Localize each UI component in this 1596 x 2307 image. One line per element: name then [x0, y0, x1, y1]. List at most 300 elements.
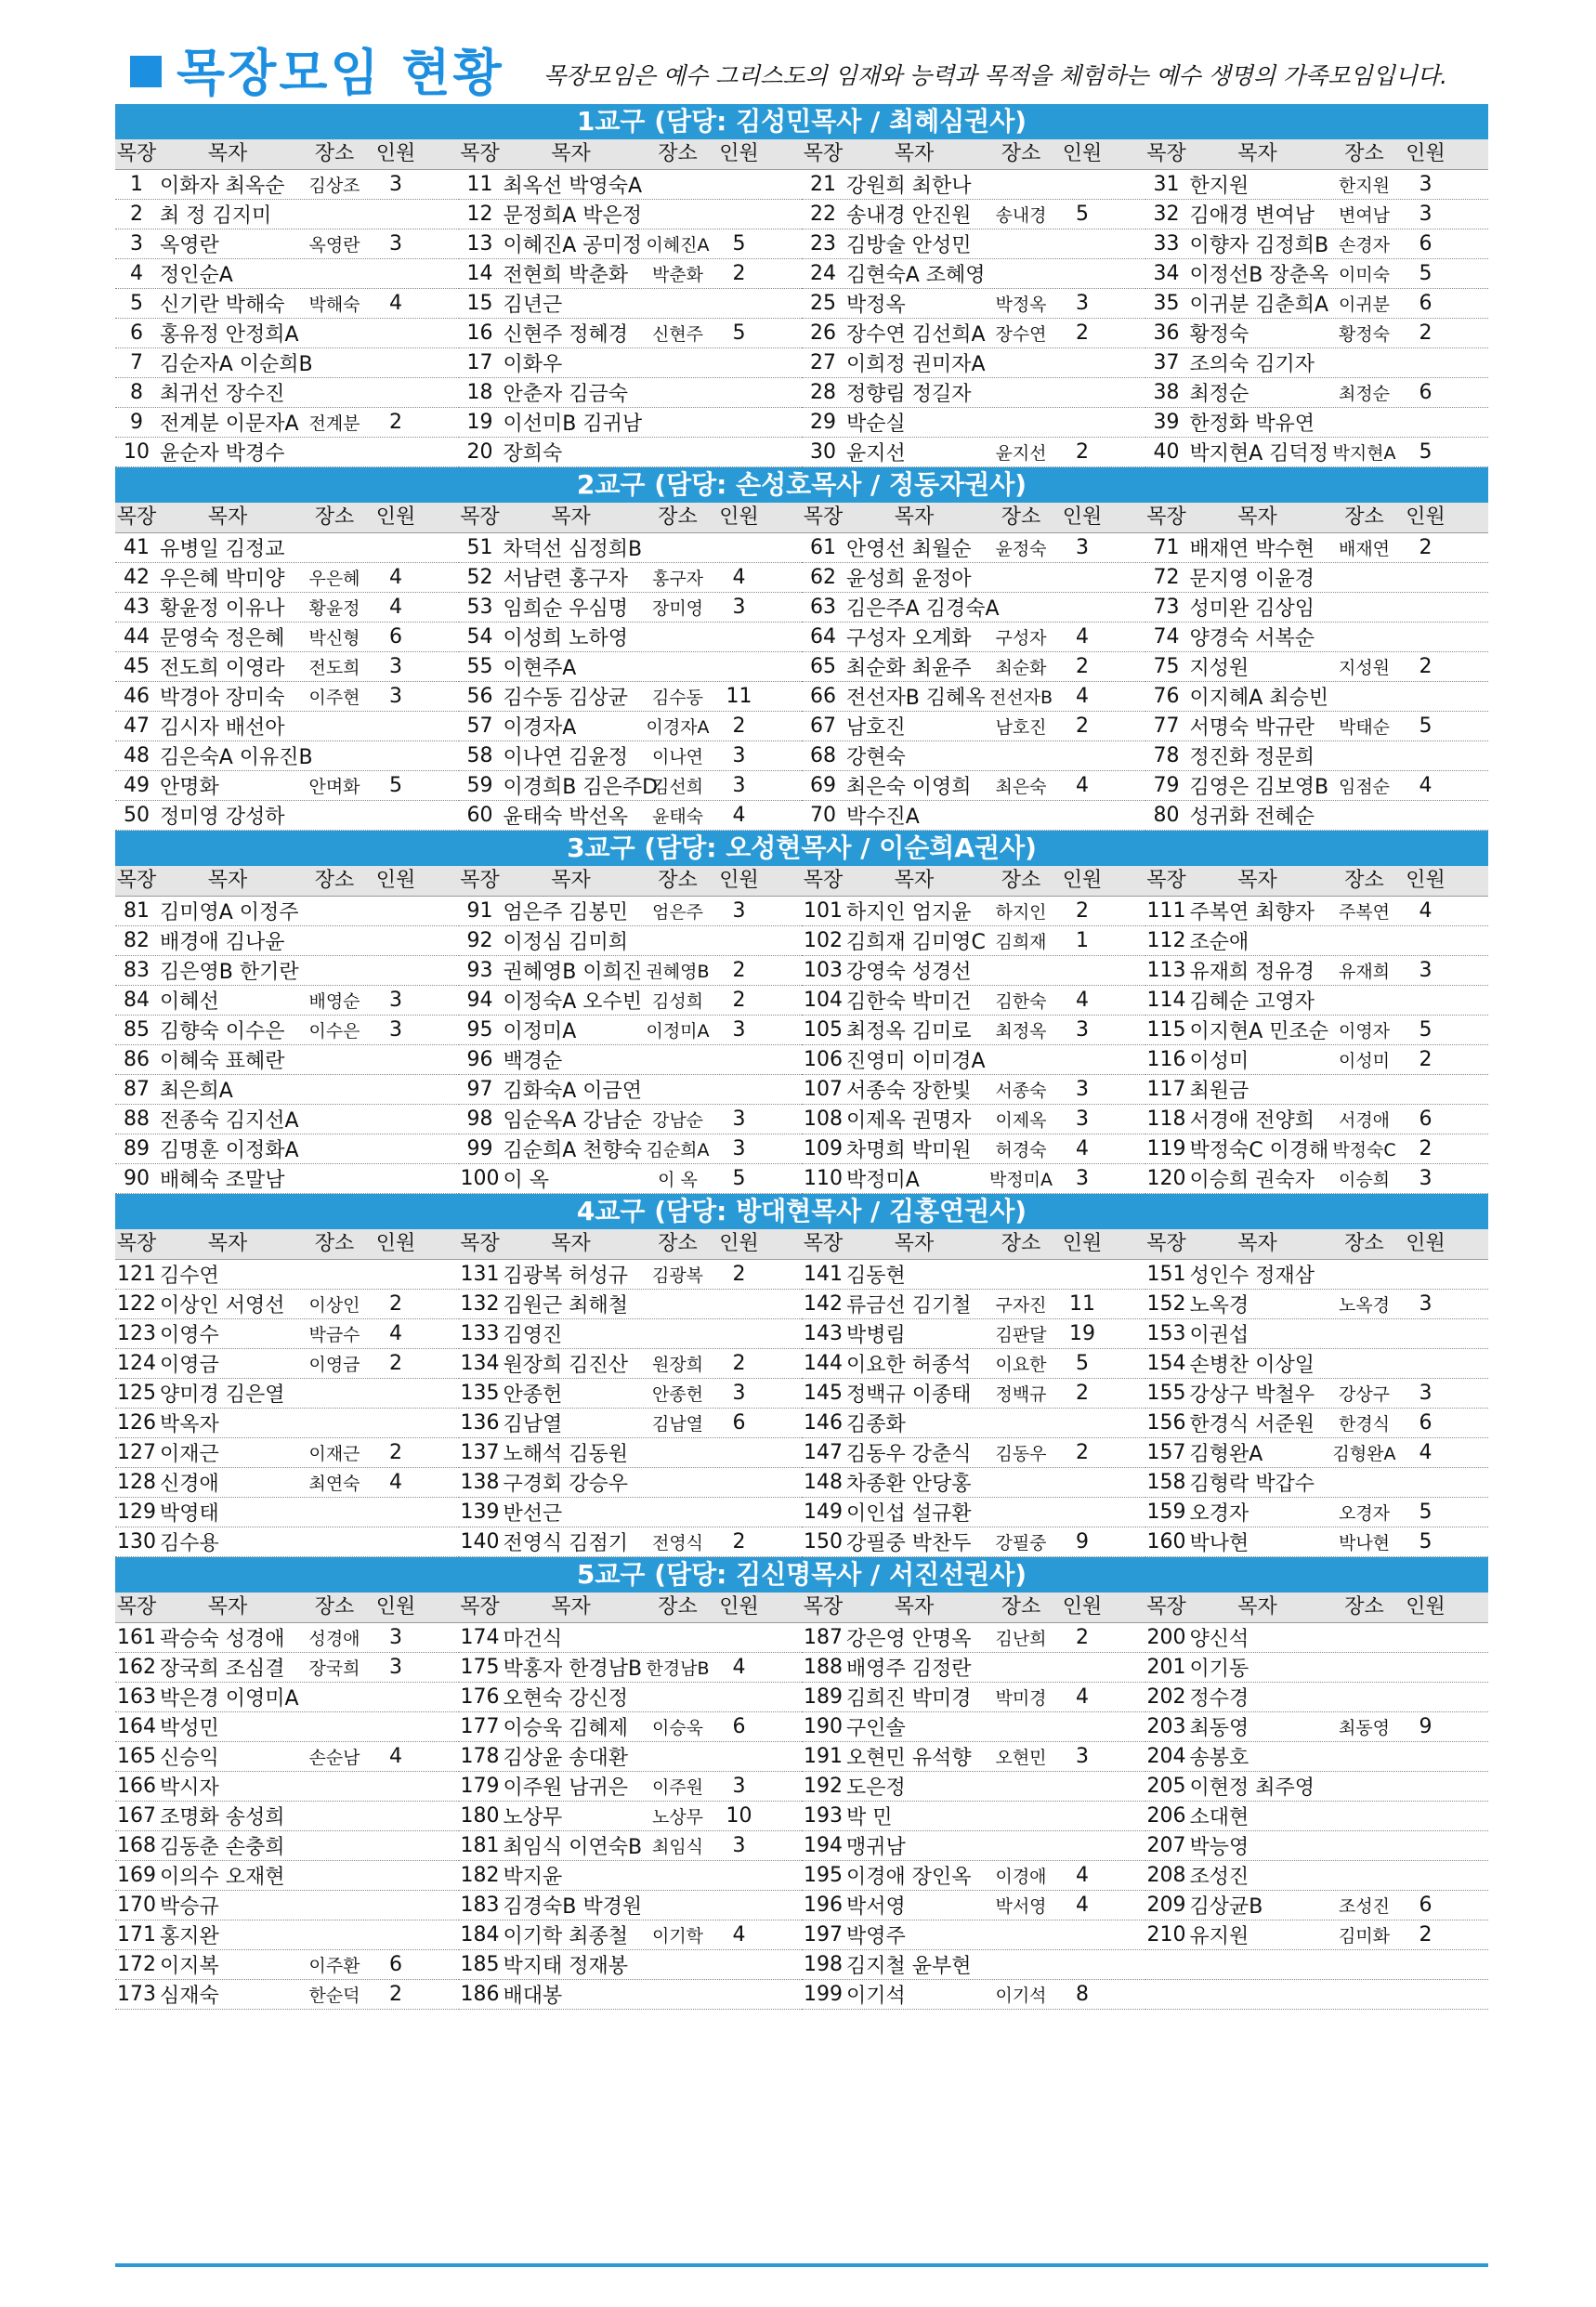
table-row [802, 771, 1145, 801]
table-row [115, 319, 459, 348]
table-column [115, 897, 459, 1194]
group-number: 207 [1146, 1834, 1186, 1857]
group-number: 182 [460, 1864, 500, 1887]
table-row [115, 1409, 459, 1438]
group-number: 122 [117, 1292, 156, 1316]
group-number: 73 [1153, 596, 1180, 619]
bottom-rule [115, 2263, 1488, 2267]
group-number: 74 [1153, 625, 1180, 649]
leader-names: 장희숙 [503, 442, 563, 465]
group-number: 120 [1146, 1167, 1186, 1190]
column-header: 장소 [1344, 505, 1384, 529]
table-row [459, 289, 803, 319]
table-row [459, 200, 803, 229]
member-count: 19 [1069, 1322, 1095, 1345]
group-number: 116 [1146, 1048, 1186, 1071]
column-header: 목자 [894, 1232, 935, 1255]
district-table [115, 897, 1488, 1194]
leader-names: 김순자A 이순희B [160, 353, 313, 376]
table-row [459, 1527, 803, 1557]
table-row [459, 1016, 803, 1045]
column-header-group [802, 1229, 1145, 1259]
table-row [459, 1319, 803, 1349]
table-row [459, 1498, 803, 1527]
member-count: 6 [1419, 1108, 1432, 1131]
group-number: 108 [804, 1108, 843, 1131]
group-number: 186 [460, 1983, 500, 2006]
group-number: 26 [810, 321, 836, 345]
member-count: 3 [732, 1137, 746, 1160]
member-count: 3 [1076, 1108, 1089, 1131]
meeting-place: 윤정숙 [995, 539, 1047, 559]
column-header-row [115, 1593, 1488, 1623]
group-number: 34 [1153, 262, 1180, 285]
table-row [802, 1468, 1145, 1498]
group-number: 176 [460, 1685, 500, 1709]
table-row [802, 1164, 1145, 1194]
table-row [802, 1290, 1145, 1319]
table-column [1145, 1623, 1489, 2010]
district-table [115, 533, 1488, 831]
group-number: 187 [804, 1626, 843, 1649]
leader-names: 오경자 [1189, 1502, 1249, 1526]
group-number: 173 [117, 1983, 156, 2006]
leader-names: 유지원 [1189, 1925, 1249, 1948]
member-count: 2 [1076, 899, 1089, 923]
leader-names: 권혜영B 이희진 [503, 961, 643, 984]
member-count: 6 [1419, 1411, 1432, 1435]
meeting-place: 이미숙 [1338, 265, 1391, 285]
group-number: 15 [466, 292, 493, 315]
leader-names: 박순실 [846, 413, 906, 436]
table-row [1145, 289, 1489, 319]
member-count: 5 [1419, 1501, 1432, 1524]
group-number: 162 [117, 1656, 156, 1679]
member-count: 4 [732, 566, 746, 589]
meeting-place: 원장희 [651, 1355, 704, 1375]
leader-names: 배대봉 [503, 1985, 563, 2008]
table-row [459, 771, 803, 801]
leader-names: 박병림 [846, 1324, 906, 1347]
table-row [1145, 533, 1489, 563]
group-number: 103 [804, 959, 843, 982]
member-count: 5 [732, 232, 746, 256]
leader-names: 차종환 안당홍 [846, 1473, 972, 1496]
table-row [115, 229, 459, 259]
meeting-place: 우은혜 [308, 569, 360, 589]
group-number: 85 [124, 1018, 150, 1042]
meeting-place: 이주원 [651, 1777, 704, 1798]
group-number: 5 [130, 292, 143, 315]
table-row [802, 1653, 1145, 1683]
leader-names: 정수경 [1189, 1687, 1249, 1711]
table-row [802, 623, 1145, 652]
leader-names: 배경애 김나윤 [160, 931, 285, 954]
group-number: 42 [124, 566, 150, 589]
leader-names: 이주원 남귀은 [503, 1776, 629, 1800]
member-count: 4 [1076, 1864, 1089, 1887]
table-row [1145, 348, 1489, 378]
meeting-place: 이상인 [308, 1295, 360, 1316]
table-row [115, 408, 459, 438]
leader-names: 김애경 변여남 [1189, 204, 1315, 228]
table-row [115, 259, 459, 289]
column-header: 목장 [1146, 505, 1186, 529]
table-row [1145, 1075, 1489, 1105]
table-row [802, 1409, 1145, 1438]
column-header: 목장 [460, 142, 500, 165]
table-row [459, 1891, 803, 1920]
member-count: 3 [389, 1656, 402, 1679]
leader-names: 장수연 김선희A [846, 323, 986, 347]
column-header-row [115, 866, 1488, 897]
member-count: 2 [1076, 655, 1089, 678]
leader-names: 박경아 장미숙 [160, 687, 285, 710]
table-row [459, 1075, 803, 1105]
meeting-place: 이수은 [308, 1021, 360, 1042]
group-number: 94 [466, 989, 493, 1012]
column-header-group [115, 866, 459, 896]
table-row [802, 741, 1145, 771]
table-row [1145, 1105, 1489, 1134]
group-number: 56 [466, 685, 493, 708]
column-header-group [115, 139, 459, 169]
group-number: 61 [810, 536, 836, 559]
table-row [802, 1712, 1145, 1742]
group-number: 177 [460, 1715, 500, 1738]
column-header-group [459, 1229, 803, 1259]
table-row [459, 1045, 803, 1075]
leader-names: 김지철 윤부현 [846, 1955, 972, 1978]
group-number: 19 [466, 411, 493, 434]
group-number: 149 [804, 1501, 843, 1524]
group-number: 203 [1146, 1715, 1186, 1738]
group-number: 188 [804, 1656, 843, 1679]
group-number: 20 [466, 440, 493, 464]
column-header: 장소 [1344, 1232, 1384, 1255]
table-column [459, 897, 803, 1194]
meeting-place: 박지현A [1332, 443, 1396, 464]
table-column [115, 1623, 459, 2010]
district-sections [115, 104, 1488, 2008]
column-header: 목장 [116, 1232, 157, 1255]
leader-names: 성귀화 전혜순 [1189, 806, 1315, 829]
meeting-place: 최동영 [1338, 1718, 1391, 1738]
member-count: 3 [1419, 1382, 1432, 1405]
meeting-place: 전영식 [651, 1533, 704, 1553]
table-column [1145, 533, 1489, 831]
table-row [115, 289, 459, 319]
leader-names: 김명훈 이정화A [160, 1139, 299, 1162]
leader-names: 이선미B 김귀남 [503, 413, 643, 436]
member-count: 8 [1076, 1983, 1089, 2006]
leader-names: 신경애 [160, 1473, 219, 1496]
group-number: 93 [466, 959, 493, 982]
table-row [459, 801, 803, 831]
group-number: 60 [466, 804, 493, 827]
group-number: 38 [1153, 381, 1180, 404]
member-count: 2 [1076, 440, 1089, 464]
leader-names: 안춘자 김금숙 [503, 383, 629, 406]
group-number: 193 [804, 1804, 843, 1828]
leader-names: 안종헌 [503, 1383, 563, 1407]
district-table [115, 1623, 1488, 2008]
leader-names: 김시자 배선아 [160, 716, 285, 740]
column-header: 인원 [375, 869, 416, 892]
column-header-group [1145, 139, 1489, 169]
column-header: 목장 [803, 869, 844, 892]
table-row [459, 1831, 803, 1861]
leader-names: 김수연 [160, 1265, 219, 1288]
leader-names: 안명화 [160, 776, 219, 799]
table-row [115, 1468, 459, 1498]
leader-names: 홍유정 안정희A [160, 323, 299, 347]
group-number: 106 [804, 1048, 843, 1071]
group-number: 44 [124, 625, 150, 649]
leader-names: 최정순 [1189, 383, 1249, 406]
group-number: 110 [804, 1167, 843, 1190]
leader-names: 노해석 김동원 [503, 1443, 629, 1466]
group-number: 201 [1146, 1656, 1186, 1679]
member-count: 9 [1076, 1530, 1089, 1553]
table-row [459, 712, 803, 741]
table-row [1145, 1772, 1489, 1802]
member-count: 2 [1419, 1137, 1432, 1160]
table-row [115, 1319, 459, 1349]
district-table [115, 170, 1488, 467]
table-column [459, 533, 803, 831]
group-number: 178 [460, 1745, 500, 1768]
group-number: 102 [804, 929, 843, 952]
member-count: 3 [389, 685, 402, 708]
column-header-group [1145, 503, 1489, 532]
column-header: 장소 [658, 505, 698, 529]
group-number: 87 [124, 1078, 150, 1101]
member-count: 3 [1076, 292, 1089, 315]
group-number: 21 [810, 173, 836, 196]
member-count: 2 [1076, 1382, 1089, 1405]
table-row [802, 229, 1145, 259]
group-number: 67 [810, 714, 836, 738]
table-row [115, 1438, 459, 1468]
member-count: 3 [1076, 1745, 1089, 1768]
table-row [802, 712, 1145, 741]
table-row [459, 986, 803, 1016]
district-header: 5교구 (담당: 김신명목사 / 서진선권사) [115, 1557, 1488, 1593]
member-count: 2 [1076, 1626, 1089, 1649]
table-row [1145, 593, 1489, 623]
leader-names: 조순애 [1189, 931, 1249, 954]
group-number: 80 [1153, 804, 1180, 827]
member-count: 4 [732, 1923, 746, 1947]
column-header: 목자 [894, 869, 935, 892]
leader-names: 박영주 [846, 1925, 906, 1948]
group-number: 117 [1146, 1078, 1186, 1101]
column-header: 장소 [314, 1232, 355, 1255]
table-row [802, 563, 1145, 593]
leader-names: 최은희A [160, 1080, 233, 1103]
table-row [115, 1742, 459, 1772]
column-header-group [1145, 1229, 1489, 1259]
group-number: 35 [1153, 292, 1180, 315]
table-row [1145, 712, 1489, 741]
table-row [459, 593, 803, 623]
table-row [115, 438, 459, 467]
column-header-group [115, 1229, 459, 1259]
table-row [802, 1920, 1145, 1950]
meeting-place: 박춘화 [651, 265, 704, 285]
leader-names: 지성원 [1189, 657, 1249, 680]
member-count: 3 [732, 1108, 746, 1131]
table-column [1145, 1260, 1489, 1557]
member-count: 2 [1419, 1923, 1432, 1947]
table-row [459, 1683, 803, 1712]
leader-names: 김순희A 천향숙 [503, 1139, 643, 1162]
meeting-place: 김광복 [651, 1265, 704, 1286]
group-number: 69 [810, 774, 836, 797]
leader-names: 임희순 우심명 [503, 597, 629, 621]
leader-names: 김영은 김보영B [1189, 776, 1329, 799]
table-row [459, 533, 803, 563]
group-number: 77 [1153, 714, 1180, 738]
table-row [802, 200, 1145, 229]
leader-names: 정인순A [160, 264, 233, 287]
leader-names: 강원희 최한나 [846, 175, 972, 198]
meeting-place: 황윤정 [308, 598, 360, 619]
leader-names: 김혜순 고영자 [1189, 990, 1315, 1014]
leader-names: 이지현A 민조순 [1189, 1020, 1329, 1043]
group-number: 53 [466, 596, 493, 619]
group-number: 174 [460, 1626, 500, 1649]
leader-names: 정미영 강성하 [160, 806, 285, 829]
group-number: 14 [466, 262, 493, 285]
group-number: 104 [804, 989, 843, 1012]
leader-names: 이정선B 장춘옥 [1189, 264, 1329, 287]
member-count: 6 [1419, 1894, 1432, 1917]
meeting-place: 이승욱 [651, 1718, 704, 1738]
group-number: 63 [810, 596, 836, 619]
group-number: 167 [117, 1804, 156, 1828]
leader-names: 전종숙 김지선A [160, 1109, 299, 1133]
leader-names: 이상인 서영선 [160, 1294, 285, 1317]
member-count: 4 [1076, 989, 1089, 1012]
group-number: 78 [1153, 744, 1180, 767]
member-count: 3 [1076, 1078, 1089, 1101]
group-number: 70 [810, 804, 836, 827]
member-count: 2 [732, 989, 746, 1012]
table-row [459, 1772, 803, 1802]
meeting-place: 김미화 [1338, 1926, 1391, 1947]
table-row [1145, 1831, 1489, 1861]
meeting-place: 김상조 [308, 176, 360, 196]
leader-names: 정백규 이종태 [846, 1383, 972, 1407]
table-row [115, 956, 459, 986]
meeting-place: 이제옥 [995, 1110, 1047, 1131]
meeting-place: 박나현 [1338, 1533, 1391, 1553]
table-row [459, 1980, 803, 2010]
column-header: 목장 [116, 505, 157, 529]
leader-names: 구경회 강승우 [503, 1473, 629, 1496]
group-number: 197 [804, 1923, 843, 1947]
table-row [802, 682, 1145, 712]
group-number: 137 [460, 1441, 500, 1464]
group-number: 89 [124, 1137, 150, 1160]
group-number: 58 [466, 744, 493, 767]
table-row [802, 1527, 1145, 1557]
group-number: 154 [1146, 1352, 1186, 1375]
member-count: 4 [1419, 899, 1432, 923]
leader-names: 김종화 [846, 1413, 906, 1436]
member-count: 2 [1419, 536, 1432, 559]
table-row [802, 1379, 1145, 1409]
member-count: 3 [389, 1018, 402, 1042]
group-number: 3 [130, 232, 143, 256]
leader-names: 김남열 [503, 1413, 563, 1436]
leader-names: 전도희 이영라 [160, 657, 285, 680]
column-header: 인원 [1406, 142, 1446, 165]
table-row [1145, 956, 1489, 986]
column-header: 목자 [207, 1595, 248, 1619]
group-number: 134 [460, 1352, 500, 1375]
table-column [802, 1623, 1145, 2010]
meeting-place: 성경애 [308, 1629, 360, 1649]
meeting-place: 김희재 [995, 932, 1047, 952]
table-row [802, 1980, 1145, 2010]
leader-names: 박홍자 한경남B [503, 1658, 643, 1681]
group-number: 136 [460, 1411, 500, 1435]
leader-names: 맹귀남 [846, 1836, 906, 1859]
column-header: 장소 [658, 1232, 698, 1255]
meeting-place: 손경자 [1338, 235, 1391, 256]
member-count: 4 [732, 1656, 746, 1679]
district-header: 3교구 (담당: 오성현목사 / 이순희A권사) [115, 831, 1488, 866]
table-row [1145, 1290, 1489, 1319]
table-row [1145, 319, 1489, 348]
column-header: 목자 [1237, 1595, 1277, 1619]
column-header: 목자 [1237, 869, 1277, 892]
group-number: 97 [466, 1078, 493, 1101]
column-header-group [802, 866, 1145, 896]
leader-names: 정향림 정길자 [846, 383, 972, 406]
group-number: 181 [460, 1834, 500, 1857]
table-row [115, 801, 459, 831]
group-number: 90 [124, 1167, 150, 1190]
table-row [1145, 229, 1489, 259]
group-number: 146 [804, 1411, 843, 1435]
column-header-group [459, 1593, 803, 1622]
leader-names: 박시자 [160, 1776, 219, 1800]
table-row [1145, 801, 1489, 831]
leader-names: 조명화 송성희 [160, 1806, 285, 1829]
group-number: 112 [1146, 929, 1186, 952]
table-row [802, 986, 1145, 1016]
leader-names: 전계분 이문자A [160, 413, 299, 436]
meeting-place: 정백규 [995, 1384, 1047, 1405]
group-number: 124 [117, 1352, 156, 1375]
group-number: 145 [804, 1382, 843, 1405]
group-number: 184 [460, 1923, 500, 1947]
column-header: 장소 [1344, 1595, 1384, 1619]
member-count: 3 [732, 1018, 746, 1042]
leader-names: 이영수 [160, 1324, 219, 1347]
meeting-place: 이요한 [995, 1355, 1047, 1375]
meeting-place: 안며화 [308, 777, 360, 797]
leader-names: 박정미A [846, 1169, 920, 1192]
leader-names: 송봉호 [1189, 1747, 1249, 1770]
meeting-place: 박해숙 [308, 295, 360, 315]
meeting-place: 노상무 [651, 1807, 704, 1828]
table-row [1145, 1164, 1489, 1194]
